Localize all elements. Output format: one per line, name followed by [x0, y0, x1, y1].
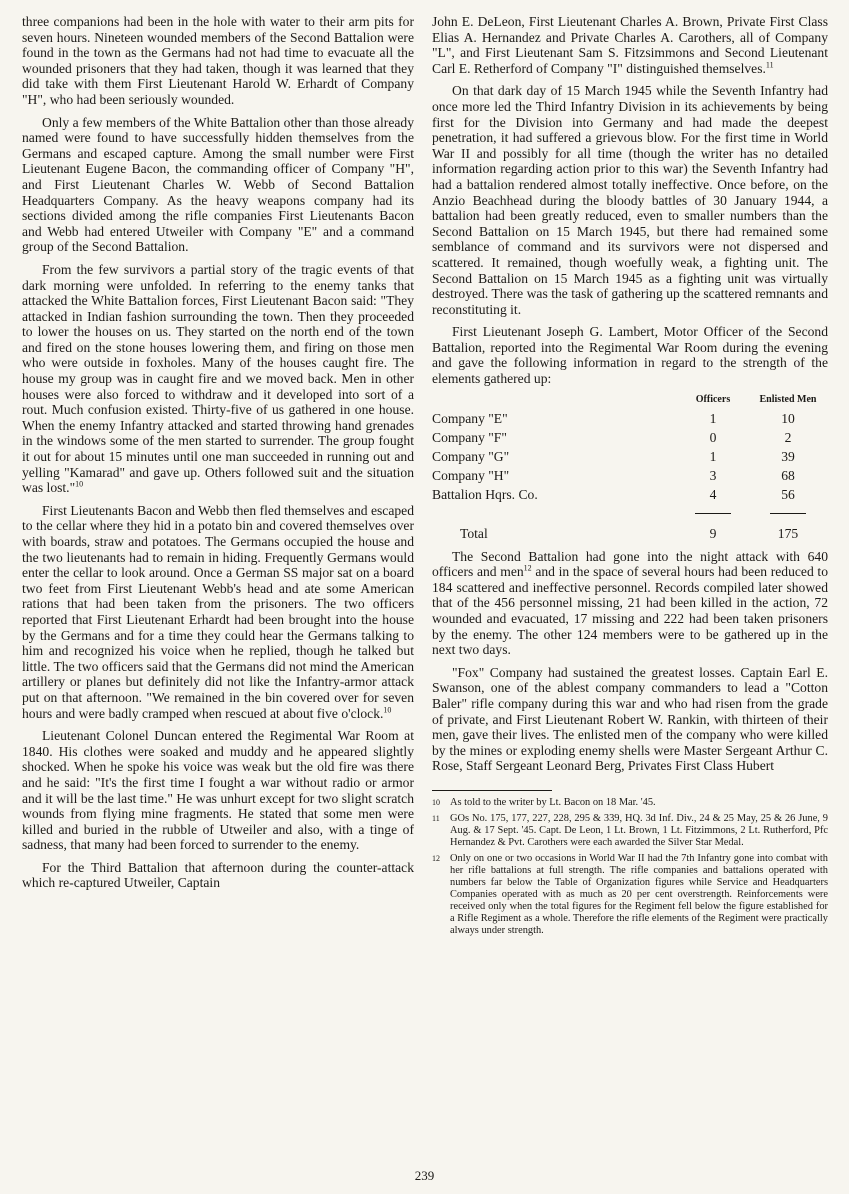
footnote: [432, 797, 828, 809]
table-row: [432, 466, 828, 485]
paragraph: For the Third Battalion that afternoon during the counter-attack which re-captured Utweiler, Captain: [22, 859, 414, 891]
unit-name: Company "F": [432, 429, 507, 445]
footnote-number: 10: [432, 797, 440, 807]
officers-count: 3: [709, 467, 717, 483]
officers-count: 1: [709, 448, 717, 464]
paragraph: Only a few members of the White Battalion other than those already named were found to have successfully hidden themselves from the Germans and escaped capture. Among the small number were First Lieutenant Eugene Bacon, the commanding officer of Company "H", and First Lieutenant Charles W. Webb of Second Battalion Headquarters Company. As the heavy weapons company had its sections divided among the rifle companies First Lieutenants Bacon and Webb had entered Utweiler with Company "E" and a command group of the Second Battalion.: [22, 114, 414, 255]
enlisted-count: 39: [781, 448, 795, 464]
footnote-text: As told to the writer by Lt. Bacon on 18 Mar. '45.: [450, 796, 656, 808]
total-enlisted: 175: [777, 525, 799, 541]
unit-name: Company "E": [432, 410, 508, 426]
total-rule: [432, 504, 828, 521]
paragraph: three companions had been in the hole with water to their arm pits for seven hours. Nineteen wounded members of the Second Battalion were found in the town as the Germans had not had time to evacuate all the wounded prisoners that they had taken, though it was learned that they did take with them First Lieutenant Harold W. Erhardt of Company "H", who had been seriously wounded.: [22, 14, 414, 107]
footnote: [432, 853, 828, 937]
footnote-ref: 10: [383, 705, 392, 714]
table-row: [432, 485, 828, 504]
table-row: [432, 447, 828, 466]
paragraph: John E. DeLeon, First Lieutenant Charles A. Brown, Private First Class Elias A. Hernandez and Private Charles A. Carothers, all of Company "L", and First Lieutenant Sam S. Fitzsimmons and Second Lieutenant Carl E. Retherford of Company "I" distinguished themselves.$^{11}$: [432, 14, 828, 76]
paragraph: The Second Battalion had gone into the night attack with 640 officers and men$^{12}$ and in the space of several hours had been reduced to 184 scattered and ineffective personnel. Records compiled later showed that of the 456 personnel missing, 21 had been killed in the action, 72 wounded and evacuated, 17 missing and 222 had been taken prisoners by the enemy. The other 124 members were to be gathered up in the next two days.: [432, 548, 828, 658]
right-column: [432, 14, 828, 941]
unit-name: Battalion Hqrs. Co.: [432, 486, 538, 502]
total-officers: 9: [709, 525, 717, 541]
footnote-number: 12: [432, 853, 440, 863]
table-header-row: [432, 394, 828, 409]
total-label: Total: [460, 525, 488, 541]
enlisted-count: 10: [781, 410, 795, 426]
table-row: [432, 409, 828, 428]
paragraph: Lieutenant Colonel Duncan entered the Regimental War Room at 1840. His clothes were soaked and muddy and he appeared slightly shocked. When he spoke his voice was weak but the old fire was there and he said: "It's the first time I fought a war without radio or armor and it will be the last time." He was unhurt except for two slight scratch wounds from flying mine fragments. He stated that some men were killed and buried in the rubble of Utweiler and also, with a tinge of sadness, that many had been forced to surrender to the enemy.: [22, 728, 414, 853]
footnote-text: Only on one or two occasions in World War II had the 7th Infantry gone into combat with her rifle battalions at full strength. The rifle companies and battalions operated with numbers far below the Table of Organization figures while Service and Headquarters Companies operated with as much as 20 per cent overstrength. Reinforcements were received only when the total figures for the Regiment fell below the figure established for a Rifle Regiment as a whole. Therefore the rifle elements of the Regiment were practically always under strength.: [450, 852, 828, 936]
page-number: 239: [414, 1168, 435, 1183]
footnote-ref: 10: [75, 479, 84, 489]
officers-count: 4: [709, 486, 717, 502]
unit-name: Company "G": [432, 448, 510, 464]
paragraph: First Lieutenant Joseph G. Lambert, Motor Officer of the Second Battalion, reported into the Regimental War Room during the evening and gave the following information in regard to the strength of the elements gathered up:: [432, 324, 828, 387]
table-row: [432, 428, 828, 447]
officers-count: 1: [709, 410, 717, 426]
footnote: [432, 813, 828, 849]
paragraph: On that dark day of 15 March 1945 while the Seventh Infantry had once more led the Third Infantry Division in its achievements by being first for the Division into Germany and had made the deepest penetration, it had suffered a grievous blow. For the first time in World War II and possibly for all time (though the writer has no detailed information regarding action prior to this war) the Seventh Infantry had had a battalion rendered almost totally ineffective. Once before, on the Anzio Beachhead during the bloody battles of 30 January 1944, a battalion had been greatly reduced, even to smaller numbers than the Second Battalion on 15 March 1945, but there had remained some semblance of command and its survivors were not dispersed and scattered. It remained, though woefully weak, a fighting unit. The Second Battalion on 15 March 1945 as a fighting unit was virtually destroyed. There was the task of gathering up the scattered remnants and reconstituting it.: [432, 83, 828, 317]
paragraph: From the few survivors a partial story of the tragic events of that dark morning were unfolded. In referring to the enemy tanks that attacked the White Battalion forces, First Lieutenant Bacon said: "They attacked in Indian fashion surrounding the town. Then they proceeded to lower the houses on us. They started on the north end of the town and fired on the stone houses lowering them, and firing on those men who were outside in foxholes. Many of the houses caught fire. The house my group was in caught fire and we moved back. Men in other houses were also forced to withdraw and it developed into sort of a rout. Much confusion existed. Thirty-five of us gathered in one house. When the enemy Infantry attacked and started throwing hand grenades in the windows some of the men started to surrender. The group fought it out for about 15 minutes until one man succeeded in running out and yelling "Kamarad" and gave up. Others followed suit and the situation was lost."$^{10}$: [22, 261, 414, 496]
paragraph: "Fox" Company had sustained the greatest losses. Captain Earl E. Swanson, one of the ablest company commanders to lead a "Cotton Baler" rifle company during this war and who had risen from the grade of private, and First Lieutenant Robert W. Rankin, with thirteen of their men, gave their lives. The enlisted men of the company who were killed by the mines or exploding enemy shells were Master Sergeant Arthur C. Rose, Staff Sergeant Leonard Berg, Privates First Class Hubert: [432, 664, 828, 774]
officers-header: Officers: [695, 393, 731, 405]
enlisted-count: 68: [781, 467, 795, 483]
officers-count: 0: [709, 429, 717, 445]
enlisted-header: Enlisted Men: [759, 393, 817, 405]
footnote-number: 11: [432, 813, 440, 823]
enlisted-count: 2: [784, 429, 792, 445]
footnote-divider: [432, 790, 552, 791]
footnote-text: GOs No. 175, 177, 227, 228, 295 & 339, HQ. 3d Inf. Div., 24 & 25 May, 25 & 26 June, 9 Aug. & 17 Sept. '45. Capt. De Leon, 1 Lt. Brown, 1 Lt. Fitzimmons, 2 Lt. Rutherford, Pfc Hernandez & Pvt. Carothers were each awarded the Silver Star Medal.: [450, 812, 828, 848]
paragraph: First Lieutenants Bacon and Webb then fled themselves and escaped to the cellar where they hid in a potato bin and covered themselves over with boards, straw and potatoes. The Germans occupied the house and the two lieutenants had to remain in hiding. Frequently Germans would enter the cellar to look around. Once a German SS major sat on a board two feet from First Lieutenant Webb's head and ate some American rations that had been taken from the prisoners. The two officers reported that First Lieutenant Erhardt had been brought into the house by the Germans and for a time they could hear the Germans talking to him and recognized his voice when he replied, though he talked but little. The two officers said that the Germans did not mind the American artillery or planes but definitely did not like the Infantry-armor attack put on that afternoon. "We remained in the bin covered over for seven hours and were badly cramped when rescued at about five o'clock.$^{10}$: [22, 502, 414, 721]
footnote-ref: 11: [765, 60, 774, 70]
left-column: [22, 14, 414, 898]
table-total-row: [432, 521, 828, 543]
enlisted-count: 56: [781, 486, 795, 502]
strength-table: [432, 394, 828, 543]
footnote-ref: 12: [523, 563, 532, 573]
unit-name: Company "H": [432, 467, 510, 483]
